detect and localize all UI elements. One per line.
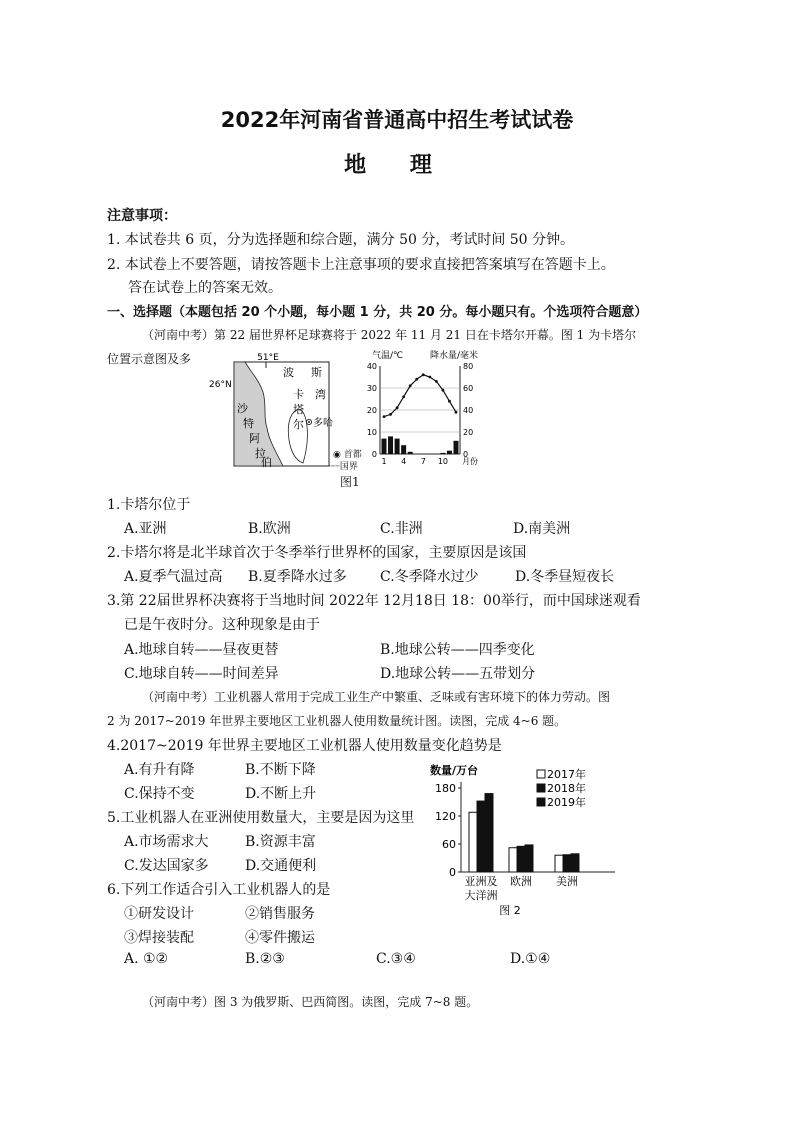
q4-option-d: D.不断上升 <box>245 786 317 802</box>
robot-legend-swatch <box>537 784 545 792</box>
q5-option-d: D.交通便利 <box>245 858 317 874</box>
robot-bar <box>485 794 493 872</box>
q6-item-2: ②销售服务 <box>245 906 315 922</box>
robot-category-label: 美洲 <box>556 875 578 888</box>
climate-precip-bar <box>388 436 393 454</box>
climate-precip-tick: 0 <box>463 450 469 459</box>
climate-month-unit: 月份 <box>462 457 478 466</box>
climate-temp-point <box>428 376 431 379</box>
passage-2-line-1: （河南中考）工业机器人常用于完成工业生产中繁重、乏味或有害环境下的体力劳动。图 <box>142 690 611 704</box>
doha-climate-chart <box>362 348 482 472</box>
qatar-label-2: 塔 <box>293 403 304 416</box>
q1-stem: 1.卡塔尔位于 <box>107 497 191 513</box>
q3-stem-1: 3.第 22届世界杯决赛将于当地时间 2022年 12月18日 18：00举行，而中国球迷观看 <box>107 593 641 609</box>
robot-y-tick: 120 <box>435 810 456 823</box>
qatar-map <box>203 350 333 468</box>
saudi-label-4: 拉 <box>255 447 266 460</box>
climate-temp-point <box>396 406 399 409</box>
climate-temp-tick: 30 <box>366 384 377 393</box>
saudi-label-2: 特 <box>243 417 254 430</box>
climate-precip-label: 降水量/毫米 <box>430 351 479 361</box>
robot-bar <box>571 854 579 872</box>
gulf-label-1: 波 <box>283 366 294 379</box>
robot-bar <box>469 812 477 872</box>
climate-precip-tick: 60 <box>463 384 474 393</box>
exam-title: 2022年河南省普通高中招生考试试卷 <box>220 108 574 132</box>
robot-legend-swatch <box>537 770 545 778</box>
climate-month-tick: 4 <box>401 457 407 466</box>
robot-y-tick: 0 <box>449 866 456 879</box>
climate-temp-point <box>442 389 445 392</box>
q6-option-c: C.③④ <box>376 951 416 967</box>
notice-heading: 注意事项： <box>107 208 177 224</box>
passage-1-line-1: （河南中考）第 22 届世界杯足球赛将于 2022 年 11 月 21 日在卡塔尔开幕。图 1 为卡塔尔 <box>142 328 637 342</box>
q1-option-c: C.非洲 <box>380 521 423 537</box>
robot-bar <box>517 846 525 872</box>
q3-stem-2: 已是午夜时分。这种现象是由于 <box>124 617 320 633</box>
q5-option-c: C.发达国家多 <box>124 858 209 874</box>
q2-option-d: D.冬季昼短夜长 <box>515 569 615 585</box>
climate-month-tick: 1 <box>381 457 387 466</box>
q4-option-a: A.有升有降 <box>124 762 195 778</box>
climate-temp-point <box>389 413 392 416</box>
q2-option-a: A.夏季气温过高 <box>124 569 223 585</box>
climate-temp-point <box>435 380 438 383</box>
climate-temp-point <box>415 378 418 381</box>
robot-bar <box>555 855 563 872</box>
map-lat-label: 26°N <box>209 380 232 390</box>
robot-category-label: 大洋洲 <box>464 889 498 902</box>
qatar-label-1: 卡 <box>293 388 304 401</box>
robot-legend-label: 2018年 <box>547 782 586 795</box>
robot-usage-chart <box>425 760 625 920</box>
robot-legend-label: 2017年 <box>547 768 586 781</box>
climate-temp-point <box>455 411 458 414</box>
climate-precip-bar <box>447 451 452 454</box>
robot-bar <box>477 801 485 872</box>
climate-temp-tick: 10 <box>366 428 377 437</box>
figure-2-caption: 图 2 <box>499 904 521 917</box>
robot-category-label: 亚洲及 <box>464 875 498 888</box>
robot-legend-label: 2019年 <box>547 796 586 809</box>
q3-option-a: A.地球自转——昼夜更替 <box>124 642 279 658</box>
robot-bar <box>563 855 571 872</box>
map-lon-label: 51°E <box>257 353 279 363</box>
q6-option-a: A. ①② <box>124 951 169 967</box>
q2-option-b: B.夏季降水过多 <box>248 569 347 585</box>
q1-option-d: D.南美洲 <box>513 521 571 537</box>
q1-option-a: A.亚洲 <box>124 521 167 537</box>
q5-option-a: A.市场需求大 <box>124 834 209 850</box>
climate-temp-point <box>448 400 451 403</box>
climate-temp-label: 气温/℃ <box>372 351 404 361</box>
q4-option-b: B.不断下降 <box>245 762 316 778</box>
climate-precip-bar <box>408 452 413 454</box>
q6-item-4: ④零件搬运 <box>245 930 315 946</box>
climate-precip-tick: 20 <box>463 428 474 437</box>
q6-item-3: ③焊接装配 <box>124 930 194 946</box>
robot-bar <box>509 848 517 872</box>
climate-month-tick: 10 <box>437 457 449 466</box>
subject-title: 地 理 <box>344 153 450 178</box>
figure-1-caption: 图1 <box>340 475 360 489</box>
section-1-heading: 一、选择题（本题包括 20 个小题，每小题 1 分，共 20 分。每小题只有。个选项符合题意） <box>107 305 648 320</box>
saudi-label-1: 沙 <box>237 402 248 415</box>
notice-item-1: 1. 本试卷共 6 页，分为选择题和综合题，满分 50 分，考试时间 50 分钟。 <box>107 232 575 248</box>
climate-temp-point <box>402 395 405 398</box>
climate-temp-tick: 40 <box>366 362 377 371</box>
passage-3-line-1: （河南中考）图 3 为俄罗斯、巴西简图。读图，完成 7~8 题。 <box>142 995 479 1009</box>
climate-temp-point <box>383 415 386 418</box>
climate-precip-tick: 40 <box>463 406 474 415</box>
map-legend-capital: ◉ 首都 <box>333 450 362 460</box>
climate-month-tick: 7 <box>420 457 426 466</box>
climate-temp-tick: 0 <box>371 450 377 459</box>
gulf-label-2: 斯 <box>311 366 322 379</box>
climate-precip-bar <box>395 439 400 454</box>
climate-precip-bar <box>454 441 459 454</box>
q3-option-d: D.地球公转——五带划分 <box>380 666 536 682</box>
q5-option-b: B.资源丰富 <box>245 834 316 850</box>
saudi-label-5: 伯 <box>261 456 272 468</box>
q4-stem: 4.2017~2019 年世界主要地区工业机器人使用数量变化趋势是 <box>107 738 502 754</box>
q6-stem: 6.下列工作适合引入工业机器人的是 <box>107 882 331 898</box>
robot-chart-ylabel: 数量/万台 <box>430 764 479 777</box>
climate-precip-tick: 80 <box>463 362 474 371</box>
robot-y-tick: 60 <box>442 838 456 851</box>
q5-stem: 5.工业机器人在亚洲使用数量大，主要是因为这里 <box>107 810 415 826</box>
passage-2-line-2: 2 为 2017~2019 年世界主要地区工业机器人使用数量统计图。读图，完成 4~6 题。 <box>107 714 567 728</box>
q2-option-c: C.冬季降水过少 <box>380 569 479 585</box>
robot-y-tick: 180 <box>435 782 456 795</box>
q3-option-c: C.地球自转——时间差异 <box>124 666 279 682</box>
q6-option-b: B.②③ <box>245 951 285 967</box>
gulf-label-3: 湾 <box>315 388 326 401</box>
climate-precip-bar <box>382 439 387 454</box>
q2-stem: 2.卡塔尔将是北半球首次于冬季举行世界杯的国家，主要原因是该国 <box>107 545 527 561</box>
q1-option-b: B.欧洲 <box>248 521 291 537</box>
q3-option-b: B.地球公转——四季变化 <box>380 642 535 658</box>
notice-item-2-cont: 答在试卷上的答案无效。 <box>128 280 282 296</box>
doha-label: 多哈 <box>313 418 333 429</box>
climate-temp-line <box>384 375 456 417</box>
q6-option-d: D.①④ <box>510 951 551 967</box>
robot-legend-swatch <box>537 798 545 806</box>
climate-temp-point <box>422 373 425 376</box>
robot-bar <box>525 845 533 872</box>
climate-precip-bar <box>401 445 406 454</box>
q6-item-1: ①研发设计 <box>124 906 194 922</box>
q4-option-c: C.保持不变 <box>124 786 195 802</box>
climate-temp-tick: 20 <box>366 406 377 415</box>
passage-1-line-2: 位置示意图及多 <box>107 352 192 366</box>
climate-temp-point <box>409 384 412 387</box>
notice-item-2: 2. 本试卷上不要答题，请按答题卡上注意事项的要求直接把答案填写在答题卡上。 <box>107 257 615 273</box>
qatar-label-3: 尔 <box>293 418 304 431</box>
saudi-label-3: 阿 <box>249 432 260 445</box>
map-legend-border: ┈┈国界 <box>329 462 358 472</box>
robot-category-label: 欧洲 <box>510 875 532 888</box>
climate-precip-bar <box>440 453 445 454</box>
